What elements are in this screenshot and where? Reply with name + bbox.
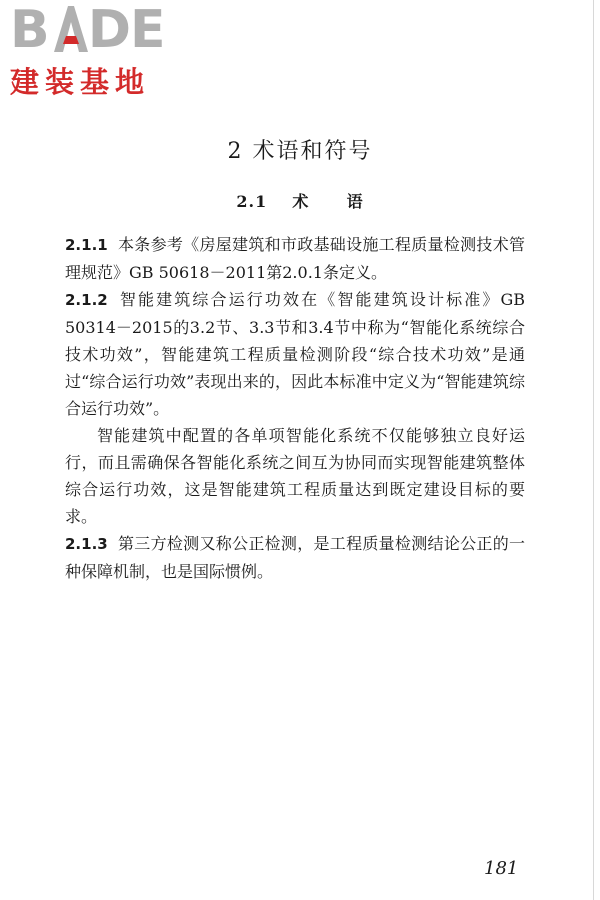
clause-number: 2.1.1 <box>65 236 108 254</box>
section-title <box>0 189 600 212</box>
logo-letters-de: DE <box>87 0 165 60</box>
clause-2-1-1 <box>65 231 525 286</box>
logo-subtitle: 建装基地 <box>10 65 151 99</box>
clause-number: 2.1.2 <box>65 291 108 309</box>
clause-number: 2.1.3 <box>65 535 108 553</box>
clause-2-1-3 <box>65 530 525 585</box>
section-number: 2.1 <box>236 192 268 211</box>
clause-text: 第三方检测又称公正检测，是工程质量检测结论公正的一种保障机制，也是国际惯例。 <box>65 534 525 581</box>
logo <box>10 0 185 104</box>
chapter-title: 2 术语和符号 <box>227 139 373 164</box>
logo-letter-b: B <box>10 0 49 60</box>
logo-wordmark <box>10 0 185 60</box>
clause-text: 智能建筑综合运行功效在《智能建筑设计标准》GB 50314－2015的3.2节、3.3节和3.4节中称为“智能化系统综合技术功效”，智能建筑工程质量检测阶段“综合技术功效”是通过“综合运行功效”表现出来的，因此本标准中定义为“智能建筑综合运行功效”。 <box>65 290 525 418</box>
clause-2-1-2 <box>65 286 525 422</box>
section-title-part1: 术 <box>292 192 310 211</box>
clause-text: 本条参考《房屋建筑和市政基础设施工程质量检测技术管理规范》GB 50618－2011第2.0.1条定义。 <box>65 235 525 282</box>
section-title-part2: 语 <box>346 192 364 211</box>
page-number: 181 <box>484 858 519 879</box>
body-text <box>65 231 525 585</box>
clause-2-1-2-continuation: 智能建筑中配置的各单项智能化系统不仅能够独立良好运行，而且需确保各智能化系统之间互为协同而实现智能建筑整体综合运行功效，这是智能建筑工程质量达到既定建设目标的要求。 <box>65 426 525 526</box>
logo-a-icon <box>54 6 88 52</box>
logo-letter-a <box>49 4 88 56</box>
